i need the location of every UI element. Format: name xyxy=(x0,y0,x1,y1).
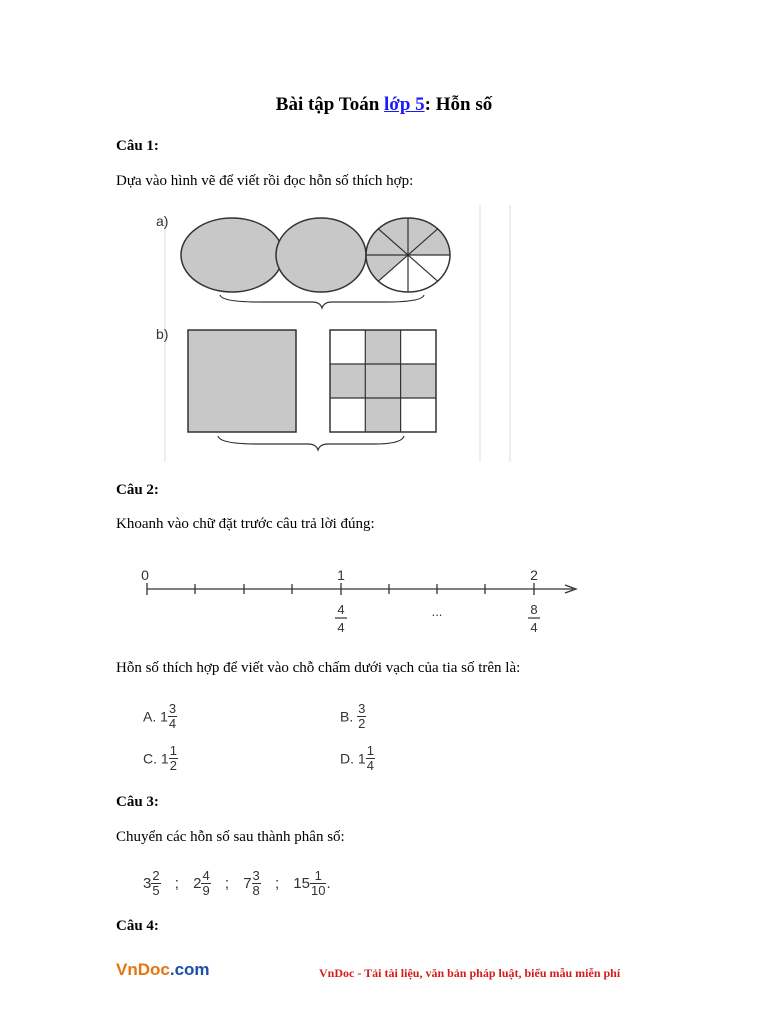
number-line xyxy=(130,560,590,640)
footer-tagline: VnDoc - Tải tài liệu, văn bản pháp luật, biểu mẫu miễn phí xyxy=(319,966,621,980)
option-a-fraction: $\frac{3}{4}$ xyxy=(168,701,177,731)
q3-item-4-whole: 15 xyxy=(293,875,310,892)
option-b-fraction: $\frac{3}{2}$ xyxy=(358,701,366,731)
option-a[interactable] xyxy=(143,702,177,731)
circle-eighths xyxy=(366,218,450,292)
circle-full-2 xyxy=(276,218,366,292)
vndoc-logo[interactable] xyxy=(116,960,210,980)
q1-text: Dựa vào hình vẽ để viết rồi đọc hỗn số thích hợp: xyxy=(116,173,414,189)
logo-vn: VnDoc xyxy=(116,960,170,979)
nl-frac-left-den: 4 xyxy=(337,620,345,635)
q3-separator-1: ; xyxy=(174,875,179,892)
q3-item-2-whole: 2 xyxy=(193,875,202,892)
q3-item-3-whole: 7 xyxy=(243,875,252,892)
q3-item-1-whole: 3 xyxy=(143,875,152,892)
option-d-whole: 1 xyxy=(357,750,366,767)
nl-frac-right-num: 8 xyxy=(530,602,538,617)
q3-separator-2: ; xyxy=(224,875,230,892)
nl-label-0: 0 xyxy=(141,567,149,583)
q4-label: Câu 4: xyxy=(116,918,159,934)
square-full xyxy=(188,330,296,432)
title-suffix: : Hỗn số xyxy=(424,94,493,115)
option-c-letter: C. xyxy=(143,750,157,767)
q3-end: . xyxy=(326,875,331,892)
option-d-fraction: $\frac{1}{4}$ xyxy=(366,743,374,773)
q3-text: Chuyển các hỗn số sau thành phân số: xyxy=(116,829,345,845)
nl-label-2: 2 xyxy=(530,567,538,583)
option-a-letter: A. xyxy=(143,708,157,725)
q3-item-2-fraction: $\frac{4}{9}$ xyxy=(202,868,210,898)
q2-prompt: Hỗn số thích hợp để viết vào chỗ chấm dưới vạch của tia số trên là: xyxy=(116,660,521,676)
option-b-letter: B. xyxy=(340,708,354,725)
brace-a xyxy=(220,295,424,308)
brace-b xyxy=(218,436,404,450)
nl-frac-right-den: 4 xyxy=(530,620,538,635)
q3-separator-3: ; xyxy=(274,875,280,892)
q1-figure xyxy=(150,200,530,470)
q3-item-3-fraction: $\frac{3}{8}$ xyxy=(252,868,260,898)
nl-label-1: 1 xyxy=(337,567,345,583)
option-b[interactable] xyxy=(340,702,366,731)
q2-label: Câu 2: xyxy=(116,482,159,498)
option-d-letter: D. xyxy=(340,750,354,767)
square-grid xyxy=(330,330,436,432)
option-c[interactable] xyxy=(143,744,178,773)
title-link[interactable]: lớp 5 xyxy=(384,94,425,115)
page-title xyxy=(0,94,768,116)
q3-label: Câu 3: xyxy=(116,794,159,810)
q3-item-4-fraction: $\frac{1}{10}$ xyxy=(310,868,326,898)
nl-dots: ... xyxy=(431,604,443,619)
option-d[interactable] xyxy=(340,744,375,773)
title-prefix: Bài tập Toán xyxy=(275,94,385,115)
nl-frac-left-num: 4 xyxy=(337,602,345,617)
option-c-whole: 1 xyxy=(160,750,169,767)
q3-mixed-numbers xyxy=(143,869,331,898)
option-c-fraction: $\frac{1}{2}$ xyxy=(169,743,177,773)
part-b-label: b) xyxy=(156,326,169,342)
part-a-label: a) xyxy=(156,213,169,229)
circle-full-1 xyxy=(181,218,283,292)
option-a-whole: 1 xyxy=(160,708,168,725)
logo-dom: .com xyxy=(169,960,210,979)
q1-label: Câu 1: xyxy=(116,138,159,154)
q3-item-1-fraction: $\frac{2}{5}$ xyxy=(152,868,160,898)
q2-text: Khoanh vào chữ đặt trước câu trả lời đúng: xyxy=(116,516,375,532)
